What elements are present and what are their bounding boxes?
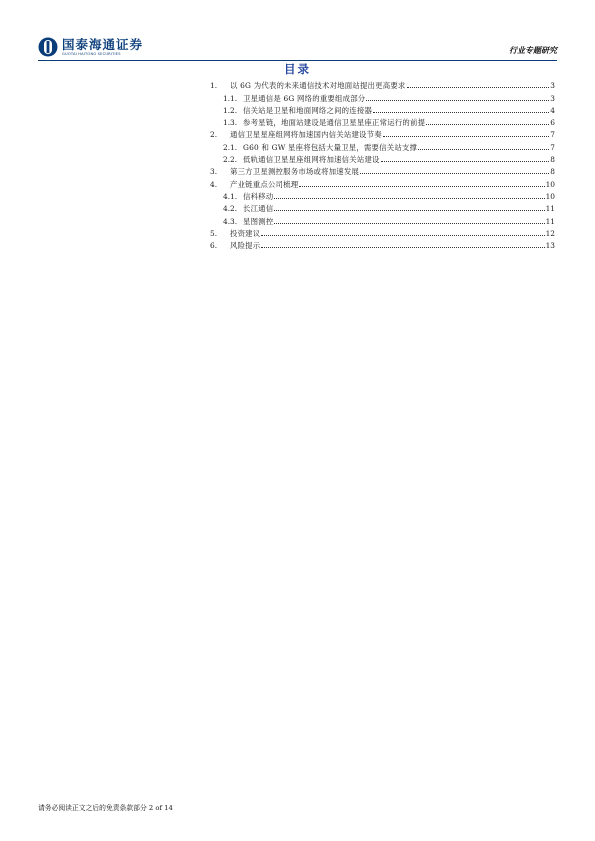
toc-leader-dots xyxy=(360,173,549,174)
page-header xyxy=(38,37,557,61)
toc-entry-title: 低轨通信卫星星座组网将加速信关站建设 xyxy=(243,155,380,165)
toc-entry[interactable] xyxy=(210,127,555,139)
toc-entry[interactable] xyxy=(210,78,555,90)
toc-entry[interactable] xyxy=(210,152,555,164)
brand-logo xyxy=(38,37,143,57)
toc-entry-page: 11 xyxy=(545,216,555,226)
toc-leader-dots xyxy=(366,100,549,101)
toc-entry-number: 1.1. xyxy=(223,93,238,103)
toc-entry-number: 4.3. xyxy=(223,216,238,226)
toc-entry[interactable] xyxy=(210,164,555,176)
table-of-contents xyxy=(210,78,555,250)
toc-title: 目录 xyxy=(284,62,311,76)
toc-entry-number: 4.1. xyxy=(223,191,238,201)
toc-entry-page: 10 xyxy=(545,191,555,201)
toc-entry-page: 11 xyxy=(545,204,555,214)
toc-entry-number: 1. xyxy=(210,81,218,91)
toc-entry-title: 星图测控 xyxy=(243,216,274,226)
toc-entry-page: 6 xyxy=(550,118,555,128)
toc-entry-number: 4.2. xyxy=(223,204,238,214)
toc-entry-page: 8 xyxy=(550,155,555,165)
toc-entry-number: 2.2. xyxy=(223,155,238,165)
toc-entry-title: 长江通信 xyxy=(243,204,274,214)
toc-entry[interactable] xyxy=(210,213,555,225)
toc-leader-dots xyxy=(274,198,544,199)
toc-leader-dots xyxy=(407,87,550,88)
toc-leader-dots xyxy=(299,186,544,187)
toc-leader-dots xyxy=(418,149,549,150)
toc-entry-title: 产业链重点公司梳理 xyxy=(230,179,299,189)
toc-entry-number: 4. xyxy=(210,179,218,189)
toc-entry[interactable] xyxy=(210,90,555,102)
toc-leader-dots xyxy=(261,247,544,248)
toc-entry-page: 7 xyxy=(550,130,555,140)
brand-name-cn: 国泰海通证券 xyxy=(62,36,144,52)
toc-entry-page: 8 xyxy=(550,167,555,177)
toc-entry[interactable] xyxy=(210,226,555,238)
toc-entry-title: 信关站是卫星和地面网络之间的连接器 xyxy=(243,105,373,115)
toc-entry[interactable] xyxy=(210,139,555,151)
toc-leader-dots xyxy=(383,136,549,137)
toc-entry[interactable] xyxy=(210,238,555,250)
toc-entry-number: 2. xyxy=(210,130,218,140)
toc-entry[interactable] xyxy=(210,189,555,201)
toc-entry[interactable] xyxy=(210,201,555,213)
toc-leader-dots xyxy=(274,210,544,211)
toc-entry[interactable] xyxy=(210,103,555,115)
toc-entry-title: 卫星通信是 6G 网络的重要组成部分 xyxy=(243,93,366,103)
toc-entry-page: 3 xyxy=(550,81,555,91)
brand-name-en: GUOTAI HAITONG SECURITIES xyxy=(62,51,121,56)
brand-logo-icon xyxy=(38,37,58,57)
footer-disclaimer: 请务必阅读正文之后的免责条款部分 2 of 14 xyxy=(38,804,173,812)
toc-leader-dots xyxy=(373,112,549,113)
report-type-label: 行业专题研究 xyxy=(509,46,557,55)
toc-entry-page: 13 xyxy=(545,241,555,251)
toc-entry-number: 1.3. xyxy=(223,118,238,128)
toc-entry-title: 以 6G 为代表的未来通信技术对地面站提出更高要求 xyxy=(230,81,406,91)
toc-entry-title: 风险提示 xyxy=(230,241,261,251)
toc-entry-page: 10 xyxy=(545,179,555,189)
toc-leader-dots xyxy=(274,223,544,224)
toc-entry-page: 7 xyxy=(550,142,555,152)
toc-entry[interactable] xyxy=(210,176,555,188)
toc-entry-page: 4 xyxy=(550,105,555,115)
toc-entry-title: 通信卫星星座组网将加速国内信关站建设节奏 xyxy=(230,130,382,140)
toc-entry-title: G60 和 GW 星座将包括大量卫星，需要信关站支撑 xyxy=(243,142,418,152)
toc-entry-page: 3 xyxy=(550,93,555,103)
toc-leader-dots xyxy=(426,124,549,125)
toc-entry-title: 第三方卫星测控服务市场或将加速发展 xyxy=(230,167,360,177)
toc-entry[interactable] xyxy=(210,115,555,127)
toc-entry-number: 3. xyxy=(210,167,218,177)
toc-entry-title: 投资建议 xyxy=(230,228,261,238)
toc-leader-dots xyxy=(261,235,544,236)
toc-entry-title: 参考星链，地面站建设是通信卫星星座正常运行的前提 xyxy=(243,118,426,128)
toc-entry-number: 1.2. xyxy=(223,105,238,115)
toc-entry-number: 2.1. xyxy=(223,142,238,152)
toc-entry-page: 12 xyxy=(545,228,555,238)
toc-entry-title: 信科移动 xyxy=(243,191,274,201)
toc-entry-number: 6. xyxy=(210,241,218,251)
toc-leader-dots xyxy=(381,161,550,162)
toc-entry-number: 5. xyxy=(210,228,218,238)
